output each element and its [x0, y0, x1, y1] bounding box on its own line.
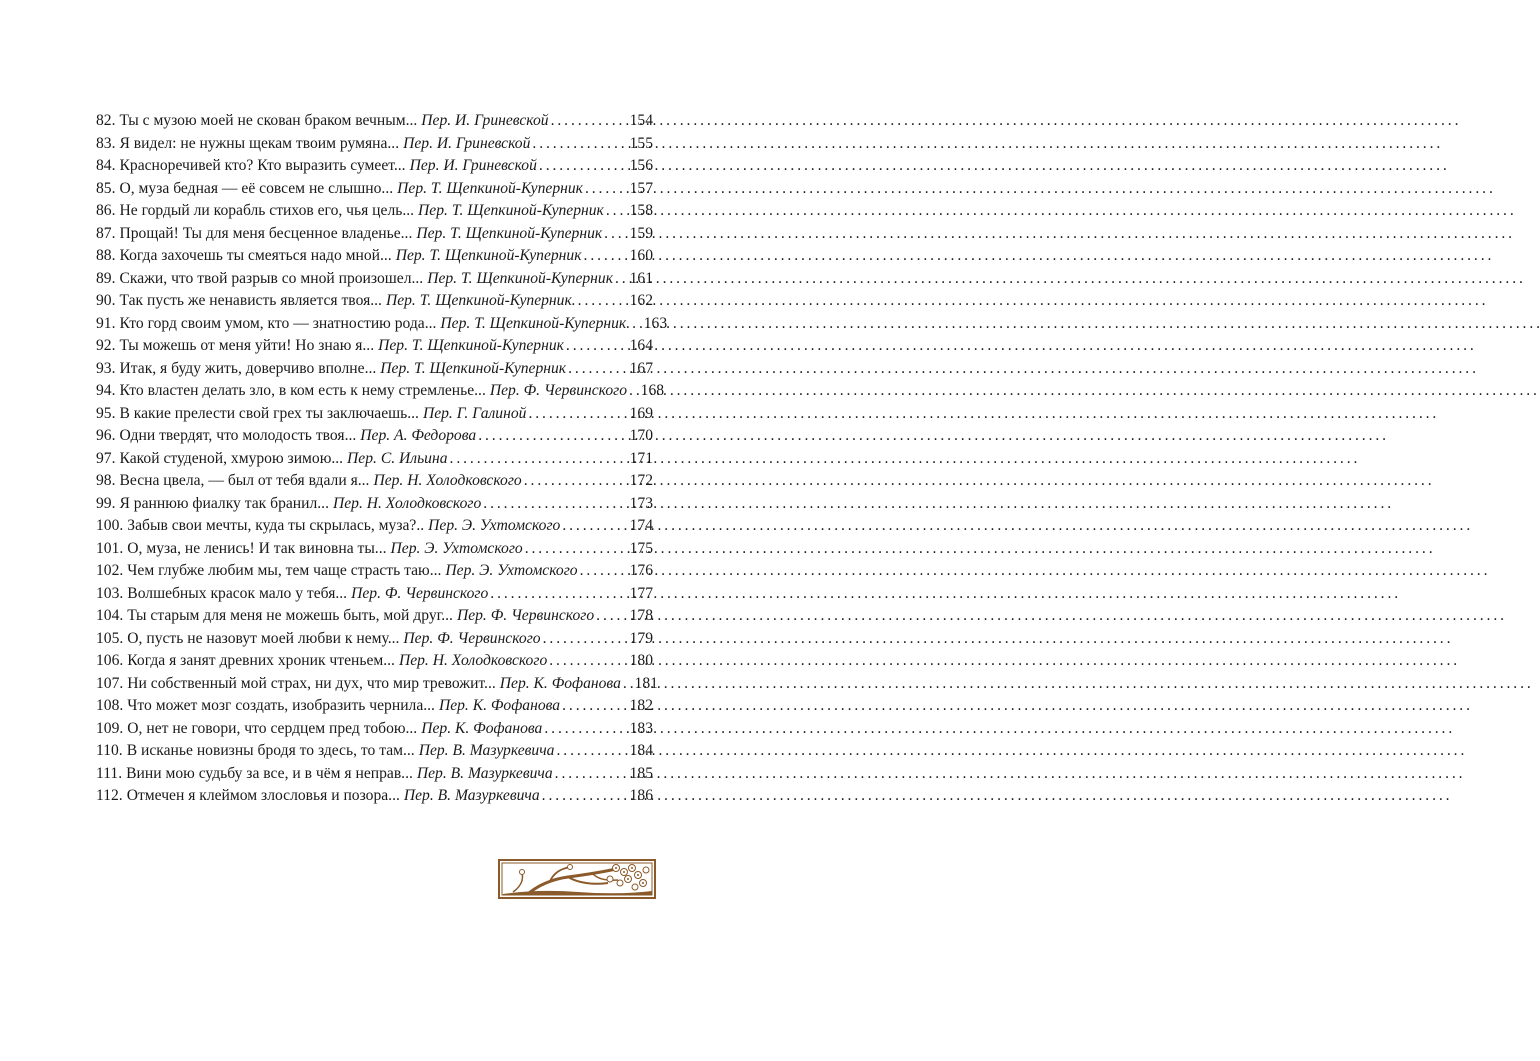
entry-translator: Пер. Т. Щепкиной-Куперник [380, 359, 567, 377]
entry-number: 108. [96, 697, 124, 714]
entry-page-number: 157 [629, 179, 653, 197]
entry-page-number: 154 [629, 112, 653, 129]
dot-leader [615, 268, 624, 291]
toc-entry [96, 313, 668, 336]
entry-page-number: 176 [629, 562, 653, 579]
dot-leader [585, 178, 624, 201]
entry-number: 106. [96, 652, 124, 669]
entry-page-number: 159 [629, 224, 653, 242]
entry-page-number: 183 [629, 719, 653, 737]
dot-leader [524, 470, 624, 493]
dot-leader [562, 515, 624, 538]
toc-entry [96, 763, 653, 786]
dot-leader [568, 358, 624, 381]
entry-page-number: 161 [629, 269, 653, 287]
entry-number: 86. [96, 202, 116, 219]
entry-translator: Пер. В. Мазуркевича [416, 764, 553, 782]
entry-title: О, муза, не ленись! И так виновна ты... [127, 539, 387, 557]
dot-leader [525, 538, 624, 561]
entry-translator: Пер. И. Гриневской [421, 112, 549, 129]
entry-number: 84. [96, 157, 116, 174]
entry-number: 101. [96, 539, 124, 557]
toc-entry [96, 403, 653, 426]
entry-title: В исканье новизны бродя то здесь, то там... [126, 742, 415, 759]
entry-page-number: 181 [634, 674, 658, 692]
entry-title: Забыв свои мечты, куда ты скрылась, муза?.. [127, 517, 425, 534]
entry-page-number: 163 [643, 314, 668, 332]
entry-number: 89. [96, 269, 116, 287]
entry-page-number: 160 [629, 247, 653, 264]
toc-entry [96, 493, 653, 516]
entry-translator: Пер. К. Фофанова [421, 719, 543, 737]
entry-translator: Пер. В. Мазуркевича [418, 742, 555, 759]
entry-translator: Пер. В. Мазуркевича [403, 787, 540, 804]
dot-leader [606, 200, 624, 223]
toc-entry [96, 425, 653, 448]
entry-page-number: 170 [629, 427, 653, 444]
entry-translator: Пер. Ф. Червинского [489, 382, 628, 399]
entry-translator: Пер. Т. Щепкиной-Куперник [418, 202, 604, 219]
toc-entry [96, 380, 665, 403]
entry-number: 98. [96, 472, 116, 489]
entry-number: 96. [96, 427, 116, 444]
toc-entry [96, 673, 658, 696]
entry-number: 103. [96, 584, 124, 602]
dot-leader [551, 110, 624, 133]
entry-title: О, муза бедная — её совсем не слышно... [119, 179, 394, 197]
entry-translator: Пер. К. Фофанова [438, 697, 561, 714]
entry-page-number: 158 [629, 202, 653, 219]
dot-leader [556, 740, 624, 763]
entry-number: 85. [96, 179, 116, 197]
toc-entry [96, 290, 653, 313]
dot-leader [450, 448, 624, 471]
entry-title: О, пусть не назовут моей любви к нему... [127, 629, 400, 647]
dot-leader [584, 245, 624, 268]
entry-number: 91. [96, 314, 116, 332]
entry-page-number: 172 [629, 472, 653, 489]
entry-title: Ты старым для меня не можешь быть, мой друг... [127, 607, 453, 624]
entry-translator: Пер. Ф. Червинского [456, 607, 595, 624]
entry-title: Я раннюю фиалку так бранил... [119, 494, 329, 512]
entry-translator: Пер. Ф. Червинского [403, 629, 541, 647]
toc-entry [96, 470, 653, 493]
entry-page-number: 175 [629, 539, 653, 557]
entry-page-number: 156 [629, 157, 653, 174]
entry-number: 112. [96, 787, 123, 804]
entry-translator: Пер. И. Гриневской [403, 134, 531, 152]
entry-page-number: 164 [629, 337, 653, 354]
entry-page-number: 185 [629, 764, 653, 782]
entry-translator: Пер. Т. Щепкиной-Куперник [427, 269, 613, 287]
entry-number: 92. [96, 337, 116, 354]
dot-leader [580, 560, 624, 583]
entry-page-number: 178 [629, 607, 653, 624]
entry-translator: Пер. Т. Щепкиной-Куперник [378, 337, 564, 354]
dot-leader [542, 785, 624, 808]
entry-translator: Пер. Э. Ухтомского [390, 539, 523, 557]
entry-page-number: 186 [629, 787, 653, 804]
toc-entry [96, 178, 653, 201]
toc-entry [96, 740, 653, 763]
dot-leader [544, 718, 624, 741]
dot-leader [566, 335, 624, 358]
dot-leader [539, 155, 624, 178]
entry-translator: Пер. Т. Щепкиной-Куперник [416, 224, 603, 242]
toc-entry [96, 358, 653, 381]
entry-page-number: 169 [629, 404, 653, 422]
dot-leader [596, 605, 624, 628]
entry-title: Весна цвела, — был от тебя вдали я... [119, 472, 370, 489]
toc-entry [96, 448, 653, 471]
dot-leader [543, 628, 624, 651]
entry-title: Чем глубже любим мы, тем чаще страсть таю... [127, 562, 442, 579]
entry-number: 110. [96, 742, 123, 759]
dot-leader [629, 380, 635, 403]
dot-leader [549, 650, 624, 673]
entry-number: 88. [96, 247, 116, 264]
toc-entry [96, 200, 653, 223]
dot-leader [532, 133, 624, 156]
entry-title: Ты можешь от меня уйти! Но знаю я... [119, 337, 375, 354]
entry-title: Отмечен я клеймом злословья и позора... [126, 787, 400, 804]
entry-title: Я видел: не нужны щекам твоим румяна... [119, 134, 400, 152]
entry-page-number: 184 [629, 742, 653, 759]
entry-translator: Пер. Т. Щепкиной-Куперник. [440, 314, 631, 332]
entry-number: 93. [96, 359, 116, 377]
entry-title: Что может мозг создать, изобразить чернила... [127, 697, 435, 714]
entry-number: 104. [96, 607, 124, 624]
entry-page-number: 155 [629, 134, 653, 152]
entry-number: 97. [96, 449, 116, 467]
dot-leader [578, 290, 624, 313]
dot-leader [604, 223, 624, 246]
toc-entry [96, 515, 653, 538]
entry-translator: Пер. И. Гриневской [409, 157, 537, 174]
toc-entry [96, 650, 653, 673]
entry-page-number: 180 [629, 652, 653, 669]
entry-translator: Пер. С. Ильина [347, 449, 448, 467]
entry-number: 102. [96, 562, 124, 579]
entry-number: 109. [96, 719, 124, 737]
entry-title: В какие прелести свой грех ты заключаешь... [119, 404, 419, 422]
dot-leader [562, 695, 624, 718]
entry-translator: Пер. Т. Щепкиной-Куперник. [385, 292, 576, 309]
toc-entry [96, 583, 653, 606]
entry-number: 94. [96, 382, 116, 399]
dot-leader [478, 425, 624, 448]
entry-title: Не гордый ли корабль стихов его, чья цель... [119, 202, 415, 219]
entry-number: 87. [96, 224, 116, 242]
entry-title: Какой студеной, хмурою зимою... [119, 449, 344, 467]
tree-blossom-vignette-icon [498, 859, 656, 899]
entry-number: 95. [96, 404, 116, 422]
entry-number: 111. [96, 764, 123, 782]
entry-number: 90. [96, 292, 116, 309]
entry-translator: Пер. Ф. Червинского [351, 584, 489, 602]
entry-title: Красноречивей кто? Кто выразить сумеет... [119, 157, 406, 174]
entry-title: Прощай! Ты для меня бесценное владенье... [119, 224, 413, 242]
toc-entry [96, 133, 653, 156]
entry-page-number: 167 [629, 359, 653, 377]
entry-title: Кто горд своим умом, кто — знатностию рода... [119, 314, 437, 332]
entry-number: 83. [96, 134, 116, 152]
entry-page-number: 168 [640, 382, 665, 399]
dot-leader [623, 673, 629, 696]
entry-page-number: 182 [629, 697, 653, 714]
dot-leader [632, 313, 638, 336]
toc-entry [96, 110, 653, 133]
entry-title: Ни собственный мой страх, ни дух, что мир тревожит... [127, 674, 496, 692]
entry-translator: Пер. Т. Щепкиной-Куперник [395, 247, 582, 264]
entry-title: Вини мою судьбу за все, и в чём я неправ... [126, 764, 413, 782]
entry-page-number: 179 [629, 629, 653, 647]
entry-translator: Пер. А. Федорова [360, 427, 477, 444]
entry-title: Когда я занят древних хроник чтеньем... [127, 652, 395, 669]
toc-entry [96, 718, 653, 741]
entry-translator: Пер. Н. Холодковского [398, 652, 548, 669]
entry-translator: Пер. Т. Щепкиной-Куперник [397, 179, 583, 197]
entry-title: Одни твердят, что молодость твоя... [119, 427, 357, 444]
entry-page-number: 171 [629, 449, 653, 467]
entry-title: О, нет не говори, что сердцем пред тобою... [127, 719, 418, 737]
entry-translator: Пер. К. Фофанова [499, 674, 621, 692]
toc-entry [96, 605, 653, 628]
dot-leader [483, 493, 624, 516]
toc-entry [96, 538, 653, 561]
dot-leader [490, 583, 624, 606]
entry-title: Скажи, что твой разрыв со мной произошел... [119, 269, 424, 287]
entry-number: 99. [96, 494, 116, 512]
toc-entry [96, 268, 653, 291]
entry-translator: Пер. Г. Галиной [422, 404, 527, 422]
entry-number: 100. [96, 517, 124, 534]
entry-title: Итак, я буду жить, доверчиво вполне... [119, 359, 377, 377]
dot-leader [555, 763, 624, 786]
entry-number: 82. [96, 112, 116, 129]
entry-title: Когда захочешь ты смеяться надо мной... [119, 247, 392, 264]
dot-leader [528, 403, 624, 426]
entry-number: 105. [96, 629, 124, 647]
entry-page-number: 173 [629, 494, 653, 512]
toc-entry [96, 155, 653, 178]
table-of-contents [96, 110, 668, 808]
entry-page-number: 162 [629, 292, 653, 309]
toc-entry [96, 560, 653, 583]
entry-page-number: 174 [629, 517, 653, 534]
entry-page-number: 177 [629, 584, 653, 602]
toc-entry [96, 695, 653, 718]
toc-entry [96, 785, 653, 808]
entry-translator: Пер. Н. Холодковского [332, 494, 482, 512]
entry-number: 107. [96, 674, 124, 692]
entry-title: Волшебных красок мало у тебя... [127, 584, 348, 602]
entry-title: Ты с музою моей не скован браком вечным... [119, 112, 418, 129]
entry-title: Кто властен делать зло, в ком есть к нему стремленье... [119, 382, 486, 399]
toc-entry [96, 223, 653, 246]
entry-translator: Пер. Э. Ухтомского [445, 562, 578, 579]
toc-entry [96, 628, 653, 651]
toc-entry [96, 335, 653, 358]
entry-title: Так пусть же ненависть является твоя... [119, 292, 382, 309]
entry-translator: Пер. Э. Ухтомского [428, 517, 561, 534]
toc-entry [96, 245, 653, 268]
entry-translator: Пер. Н. Холодковского [373, 472, 522, 489]
